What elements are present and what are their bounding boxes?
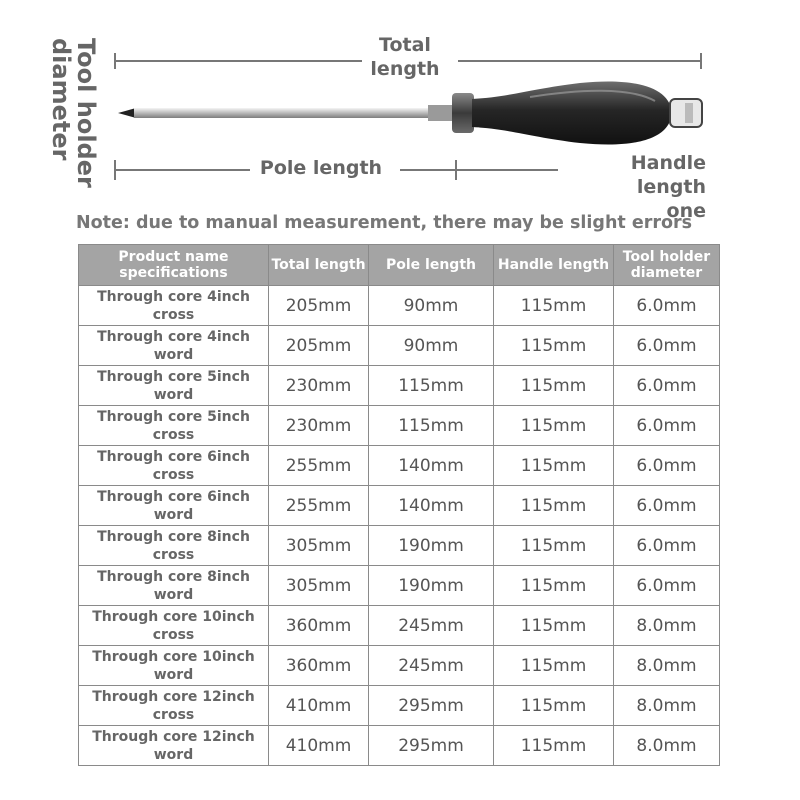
cell-tool-holder-diameter: 8.0mm	[614, 606, 720, 646]
product-name-text: Through core 6inch cross	[97, 449, 250, 483]
cell-handle-length: 115mm	[494, 286, 614, 326]
cell-tool-holder-diameter: 6.0mm	[614, 366, 720, 406]
cell-product-name	[79, 366, 269, 406]
cell-handle-length: 115mm	[494, 566, 614, 606]
cell-total-length: 230mm	[269, 406, 369, 446]
product-name-text: Through core 10inch cross	[92, 609, 255, 643]
cell-product-name	[79, 686, 269, 726]
cell-product-name	[79, 406, 269, 446]
table-row	[79, 686, 720, 726]
pole-length-label: Pole length	[259, 157, 383, 179]
cell-tool-holder-diameter: 6.0mm	[614, 406, 720, 446]
cell-pole-length: 140mm	[369, 446, 494, 486]
table-row	[79, 366, 720, 406]
cell-total-length: 410mm	[269, 686, 369, 726]
cell-total-length: 360mm	[269, 606, 369, 646]
cell-total-length: 305mm	[269, 566, 369, 606]
cell-tool-holder-diameter: 6.0mm	[614, 526, 720, 566]
cell-tool-holder-diameter: 8.0mm	[614, 686, 720, 726]
cell-handle-length: 115mm	[494, 366, 614, 406]
cell-tool-holder-diameter: 6.0mm	[614, 286, 720, 326]
cell-handle-length: 115mm	[494, 406, 614, 446]
cell-handle-length: 115mm	[494, 326, 614, 366]
table-body	[79, 286, 720, 766]
table-row	[79, 446, 720, 486]
screwdriver-illustration	[110, 75, 710, 145]
cell-handle-length: 115mm	[494, 646, 614, 686]
cell-total-length: 255mm	[269, 486, 369, 526]
table-header-row	[79, 245, 720, 286]
product-name-text: Through core 8inch cross	[97, 529, 250, 563]
header-product-name: Product name specifications	[79, 245, 269, 286]
product-name-text: Through core 5inch word	[97, 369, 250, 403]
product-name-text: Through core 5inch cross	[97, 409, 250, 443]
total-length-line-left	[114, 60, 362, 62]
cell-pole-length: 245mm	[369, 646, 494, 686]
table-row	[79, 406, 720, 446]
product-name-text: Through core 4inch word	[97, 329, 250, 363]
cell-pole-length: 190mm	[369, 526, 494, 566]
tool-holder-diameter-label: Tool holder diameter	[47, 38, 100, 188]
table-row	[79, 526, 720, 566]
table-row	[79, 646, 720, 686]
total-length-right-tick	[700, 53, 702, 69]
cell-pole-length: 115mm	[369, 406, 494, 446]
cell-product-name	[79, 726, 269, 766]
screwdriver-collar	[428, 105, 454, 121]
table-row	[79, 286, 720, 326]
cell-product-name	[79, 646, 269, 686]
cell-pole-length: 245mm	[369, 606, 494, 646]
cell-product-name	[79, 446, 269, 486]
cell-pole-length: 295mm	[369, 726, 494, 766]
screwdriver-tip	[118, 108, 136, 118]
header-pole-length: Pole length	[369, 245, 494, 286]
cell-product-name	[79, 326, 269, 366]
cell-pole-length: 90mm	[369, 286, 494, 326]
cell-tool-holder-diameter: 6.0mm	[614, 326, 720, 366]
cell-pole-length: 295mm	[369, 686, 494, 726]
product-name-text: Through core 12inch cross	[92, 689, 255, 723]
table-row	[79, 606, 720, 646]
handle-length-line	[456, 169, 558, 171]
cell-total-length: 255mm	[269, 446, 369, 486]
cell-total-length: 360mm	[269, 646, 369, 686]
cell-tool-holder-diameter: 6.0mm	[614, 486, 720, 526]
table-row	[79, 726, 720, 766]
header-handle-length: Handle length	[494, 245, 614, 286]
screwdriver-ferrule	[452, 93, 474, 133]
table-row	[79, 326, 720, 366]
cell-handle-length: 115mm	[494, 726, 614, 766]
header-tool-holder-diameter: Tool holder diameter	[614, 245, 720, 286]
cell-pole-length: 115mm	[369, 366, 494, 406]
cell-handle-length: 115mm	[494, 446, 614, 486]
cell-pole-length: 190mm	[369, 566, 494, 606]
table-row	[79, 566, 720, 606]
product-name-text: Through core 12inch word	[92, 729, 255, 763]
cell-total-length: 205mm	[269, 286, 369, 326]
cell-pole-length: 90mm	[369, 326, 494, 366]
cell-tool-holder-diameter: 6.0mm	[614, 566, 720, 606]
screwdriver-shaft	[134, 108, 434, 118]
table-row	[79, 486, 720, 526]
cell-tool-holder-diameter: 8.0mm	[614, 726, 720, 766]
cell-total-length: 205mm	[269, 326, 369, 366]
cell-product-name	[79, 486, 269, 526]
header-total-length: Total length	[269, 245, 369, 286]
pole-length-line-left	[114, 169, 250, 171]
product-name-text: Through core 10inch word	[92, 649, 255, 683]
cell-total-length: 410mm	[269, 726, 369, 766]
cell-product-name	[79, 606, 269, 646]
cell-product-name	[79, 286, 269, 326]
measurement-note: Note: due to manual measurement, there may be slight errors	[76, 213, 693, 233]
pole-length-line-right	[400, 169, 456, 171]
total-length-label: Total length	[370, 34, 440, 80]
specification-table	[78, 244, 720, 766]
cell-handle-length: 115mm	[494, 486, 614, 526]
cell-handle-length: 115mm	[494, 606, 614, 646]
cell-tool-holder-diameter: 8.0mm	[614, 646, 720, 686]
product-name-text: Through core 6inch word	[97, 489, 250, 523]
cell-total-length: 230mm	[269, 366, 369, 406]
product-name-text: Through core 4inch cross	[97, 289, 250, 323]
cell-handle-length: 115mm	[494, 526, 614, 566]
cell-handle-length: 115mm	[494, 686, 614, 726]
cell-product-name	[79, 566, 269, 606]
cell-pole-length: 140mm	[369, 486, 494, 526]
cell-tool-holder-diameter: 6.0mm	[614, 446, 720, 486]
cell-product-name	[79, 526, 269, 566]
total-length-line-right	[458, 60, 702, 62]
handle-length-label: Handle length one	[630, 152, 706, 222]
product-name-text: Through core 8inch word	[97, 569, 250, 603]
cell-total-length: 305mm	[269, 526, 369, 566]
